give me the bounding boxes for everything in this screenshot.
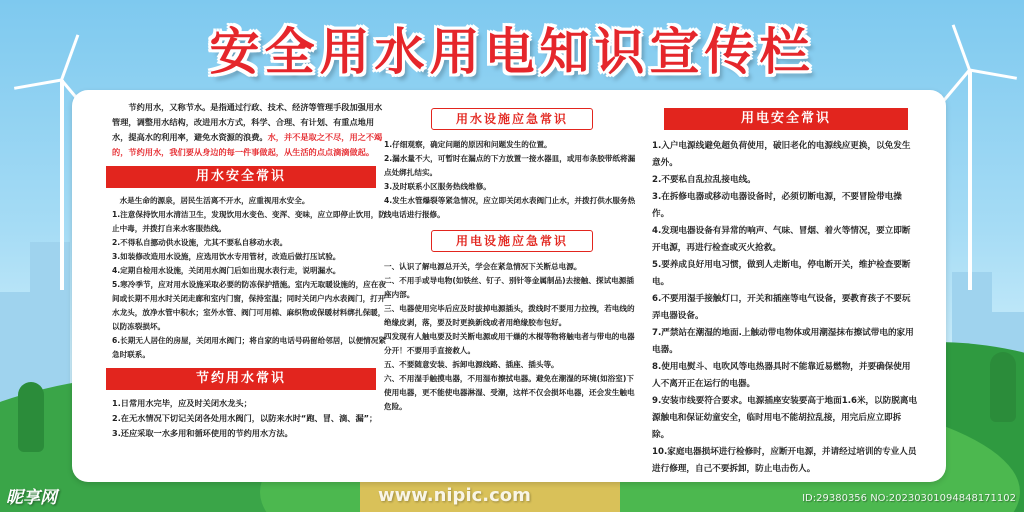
wind-turbine-left [60,80,64,290]
list-item: 一、认识了解电源总开关，学会在紧急情况下关断总电源。 [384,262,582,271]
list-item: 六、不用湿手触摸电器，不用湿布擦拭电器。避免在潮湿的环境(如浴室)下使用电器，更不能使电器淋湿、受潮，这样不仅会损坏电器，还会发生触电危险。 [384,374,635,411]
list-item: 10.家庭电器损坏进行检修时，应断开电源，并请经过培训的专业人员进行修理，自己不要拆卸，防止电击伤人。 [652,447,917,474]
list-item: 3.在拆修电器或移动电器设备时，必须切断电源，不要冒险带电操作。 [652,192,902,219]
intro-text [112,100,390,160]
power-emergency-list [384,260,640,414]
list-item: 1.仔细观察，确定问题的原因和问题发生的位置。 [384,140,552,149]
right-column [652,100,918,478]
list-item: 5.寒冷季节，应对用水设施采取必要的防冻保护措施。室内无取暖设施的，应在夜间或长期不用水时关闭走廊和室内门窗，保持室温；同时关闭户内水表阀门，打开水龙头，放净水管中积水；室外水管、阀门可用棉、麻织物或保暖材料绑扎保暖，以防冻裂损坏。 [112,280,386,331]
list-item: 3.还应采取一水多用和循环使用的节约用水方法。 [112,428,293,438]
list-item: 1.入户电源线避免超负荷使用，破旧老化的电源线应更换，以免发生意外。 [652,141,911,168]
water-safety-list [112,194,390,362]
list-item: 2.不要私自乱拉乱接电线。 [652,175,756,185]
power-safety-list [652,138,918,478]
tree [18,382,44,452]
content-panel [72,90,946,482]
list-item: 5.要养成良好用电习惯，做到人走断电，停电断开关，维护检查要断电。 [652,260,911,287]
water-emergency-list [384,138,640,222]
list-item: 4.发生水管爆裂等紧急情况，应立即关闭水表阀门止水，并拨打供水服务热线电话进行报修。 [384,196,636,219]
list-item: 3.及时联系小区服务热线维修。 [384,182,491,191]
list-item: 7.严禁站在潮湿的地面.上触动带电物体或用潮湿抹布擦试带电的家用电器。 [652,328,914,355]
watermark-id: ID:29380356 NO:20230301094848171102 [802,493,1016,504]
list-item: 6.长期无人居住的房屋，关闭用水阀门；将自家的电话号码留给邻居，以便情况紧急时联系。 [112,336,386,359]
list-item: 2.在无水情况下切记关闭各处用水阀门，以防来水时“跑、冒、滴、漏”； [112,413,378,423]
power-emergency-heading: 用电设施应急常识 [431,230,593,252]
list-item: 6.不要用湿手接触灯口，开关和插座等电气设备，要教育孩子不要玩弄电器设备。 [652,294,911,321]
list-item: 1.日常用水完毕，应及时关闭水龙头； [112,398,252,408]
list-item: 二、不用手或导电物(如铁丝、钉子、别针等金属制品)去接触、探试电源插座内部。 [384,276,634,299]
list-item: 2.漏水量不大，可暂时在漏点的下方放置一接水器皿，或用布条胶带纸将漏点处绑扎结实。 [384,154,636,177]
list-item: 三、电器使用完毕后应及时拔掉电源插头，拨线时不要用力拉拽，若电线的绝缘皮剥，落，要及时更换新线或者用绝缘胶布包好。 [384,304,635,327]
power-safety-heading: 用电安全常识 [664,108,908,130]
poster-title: 安全用水用电知识宣传栏 [209,23,815,81]
intro-red: 水，并不是取之不尽，用之不竭的，节约用水，我们要从身边的每一件事做起，从生活的点点滴滴做起。 [112,132,383,157]
list-item: 水是生命的源泉，居民生活离不开水，应重视用水安全。 [119,196,310,205]
list-item: 2.不得私自挪动供水设施，尤其不要私自移动水表。 [112,238,288,247]
list-item: 3.如装修改造用水设施，应选用饮水专用管材，改造后做打压试验。 [112,252,341,261]
water-safety-heading: 用水安全常识 [106,166,376,188]
list-item: 1.注意保持饮用水清洁卫生，发现饮用水变色、变浑、变味，应立即停止饮用，防止中毒，并拨打自来水客服热线。 [112,210,386,233]
water-emergency-heading: 用水设施应急常识 [431,108,593,130]
list-item: 8.使用电熨斗、电吹风等电热器具时不能靠近易燃物，并要确保使用人不离开正在运行的电器。 [652,362,911,389]
list-item: 五、不要随意安装、拆卸电源线路、插座、插头等。 [384,360,559,369]
watermark-url: www.nipic.com [378,485,531,506]
list-item: 四发现有人触电要及时关断电源或用干燥的木棍等物将触电者与带电的电器分开！不要用手直接救人。 [384,332,635,355]
save-water-list [112,396,390,441]
watermark-logo: 昵享网 [6,488,57,508]
tree [990,352,1016,422]
list-item: 4.发现电器设备有异常的响声、气味、冒烟、着火等情况，要立即断开电源，再进行检查或灭火抢救。 [652,226,911,253]
wind-turbine-right [968,70,972,290]
save-water-heading: 节约用水常识 [106,368,376,390]
intro-black: 节约用水，又称节水。是指通过行政、技术、经济等管理手段加强用水管理，调整用水结构，改进用水方式，科学、合理、有计划、有重点地用水，提高水的利用率，避免水资源的浪费。 [112,102,383,142]
list-item: 4.定期自检用水设施，关闭用水阀门后如出现水表行走，说明漏水。 [112,266,341,275]
middle-column [384,100,640,414]
left-column [112,100,390,441]
list-item: 9.安装市线要符合要求。电源插座安装要高于地面1.6米，以防脱离电源触电和保证幼童安全，临时用电不能胡拉乱接，用完后应立即拆除。 [652,396,918,440]
